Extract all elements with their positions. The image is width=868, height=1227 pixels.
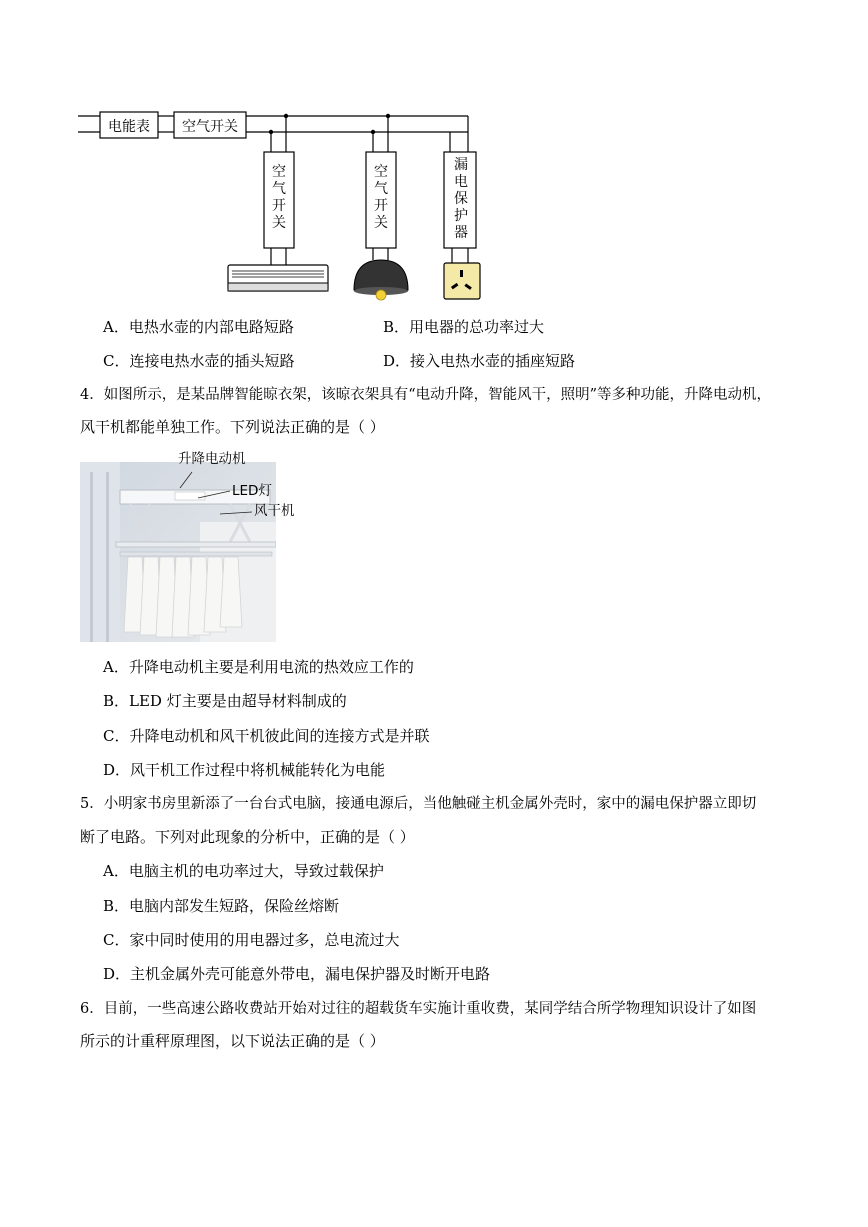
q5-stem-line2: 断了电路。下列对此现象的分析中，正确的是（ ） (80, 828, 415, 846)
q5-option-a: A．电脑主机的电功率过大，导致过载保护 (103, 862, 384, 880)
q4-option-a: A．升降电动机主要是利用电流的热效应工作的 (103, 658, 414, 676)
q3-option-d: D．接入电热水壶的插座短路 (383, 352, 576, 370)
branch1-switch-label: 空 气 开 关 (272, 164, 286, 231)
label-led-light: LED灯 (232, 483, 272, 499)
leakage-protector-label: 漏 电 保 护 器 (454, 157, 468, 241)
q6-stem-line2: 所示的计重秤原理图，以下说法正确的是（ ） (80, 1032, 385, 1050)
air-conditioner-icon (228, 265, 328, 291)
q5-option-b: B．电脑内部发生短路，保险丝熔断 (103, 897, 340, 915)
meter-label: 电能表 (108, 119, 150, 135)
q4-option-b: B．LED 灯主要是由超导材料制成的 (103, 692, 347, 710)
q5-option-d: D．主机金属外壳可能意外带电，漏电保护器及时断开电路 (103, 965, 491, 983)
q3-option-c: C．连接电热水壶的插头短路 (103, 352, 295, 370)
label-fan-dryer: 风干机 (254, 503, 295, 519)
q4-option-d: D．风干机工作过程中将机械能转化为电能 (103, 761, 386, 779)
q5-option-c: C．家中同时使用的用电器过多，总电流过大 (103, 931, 400, 949)
q4-stem-line1: 4．如图所示，是某品牌智能晾衣架，该晾衣架具有“电动升降，智能风干，照明”等多种功能，升降电动机， (80, 387, 772, 403)
socket-icon (444, 263, 480, 299)
q3-option-a: A．电热水壶的内部电路短路 (103, 318, 294, 336)
label-lift-motor: 升降电动机 (178, 451, 246, 467)
q5-stem-line1: 5．小明家书房里新添了一台台式电脑，接通电源后，当他触碰主机金属外壳时，家中的漏电保护器立即切 (80, 796, 757, 812)
q3-option-b: B．用电器的总功率过大 (383, 318, 545, 336)
main-switch-label: 空气开关 (182, 119, 238, 135)
q4-stem-line2: 风干机都能单独工作。下列说法正确的是（ ） (80, 418, 385, 436)
q6-stem-line1: 6．目前，一些高速公路收费站开始对过往的超载货车实施计重收费，某同学结合所学物理知识设计了如图 (80, 1001, 757, 1017)
q4-option-c: C．升降电动机和风干机彼此间的连接方式是并联 (103, 727, 430, 745)
lamp-icon (354, 260, 408, 300)
branch2-switch-label: 空 气 开 关 (374, 164, 388, 231)
